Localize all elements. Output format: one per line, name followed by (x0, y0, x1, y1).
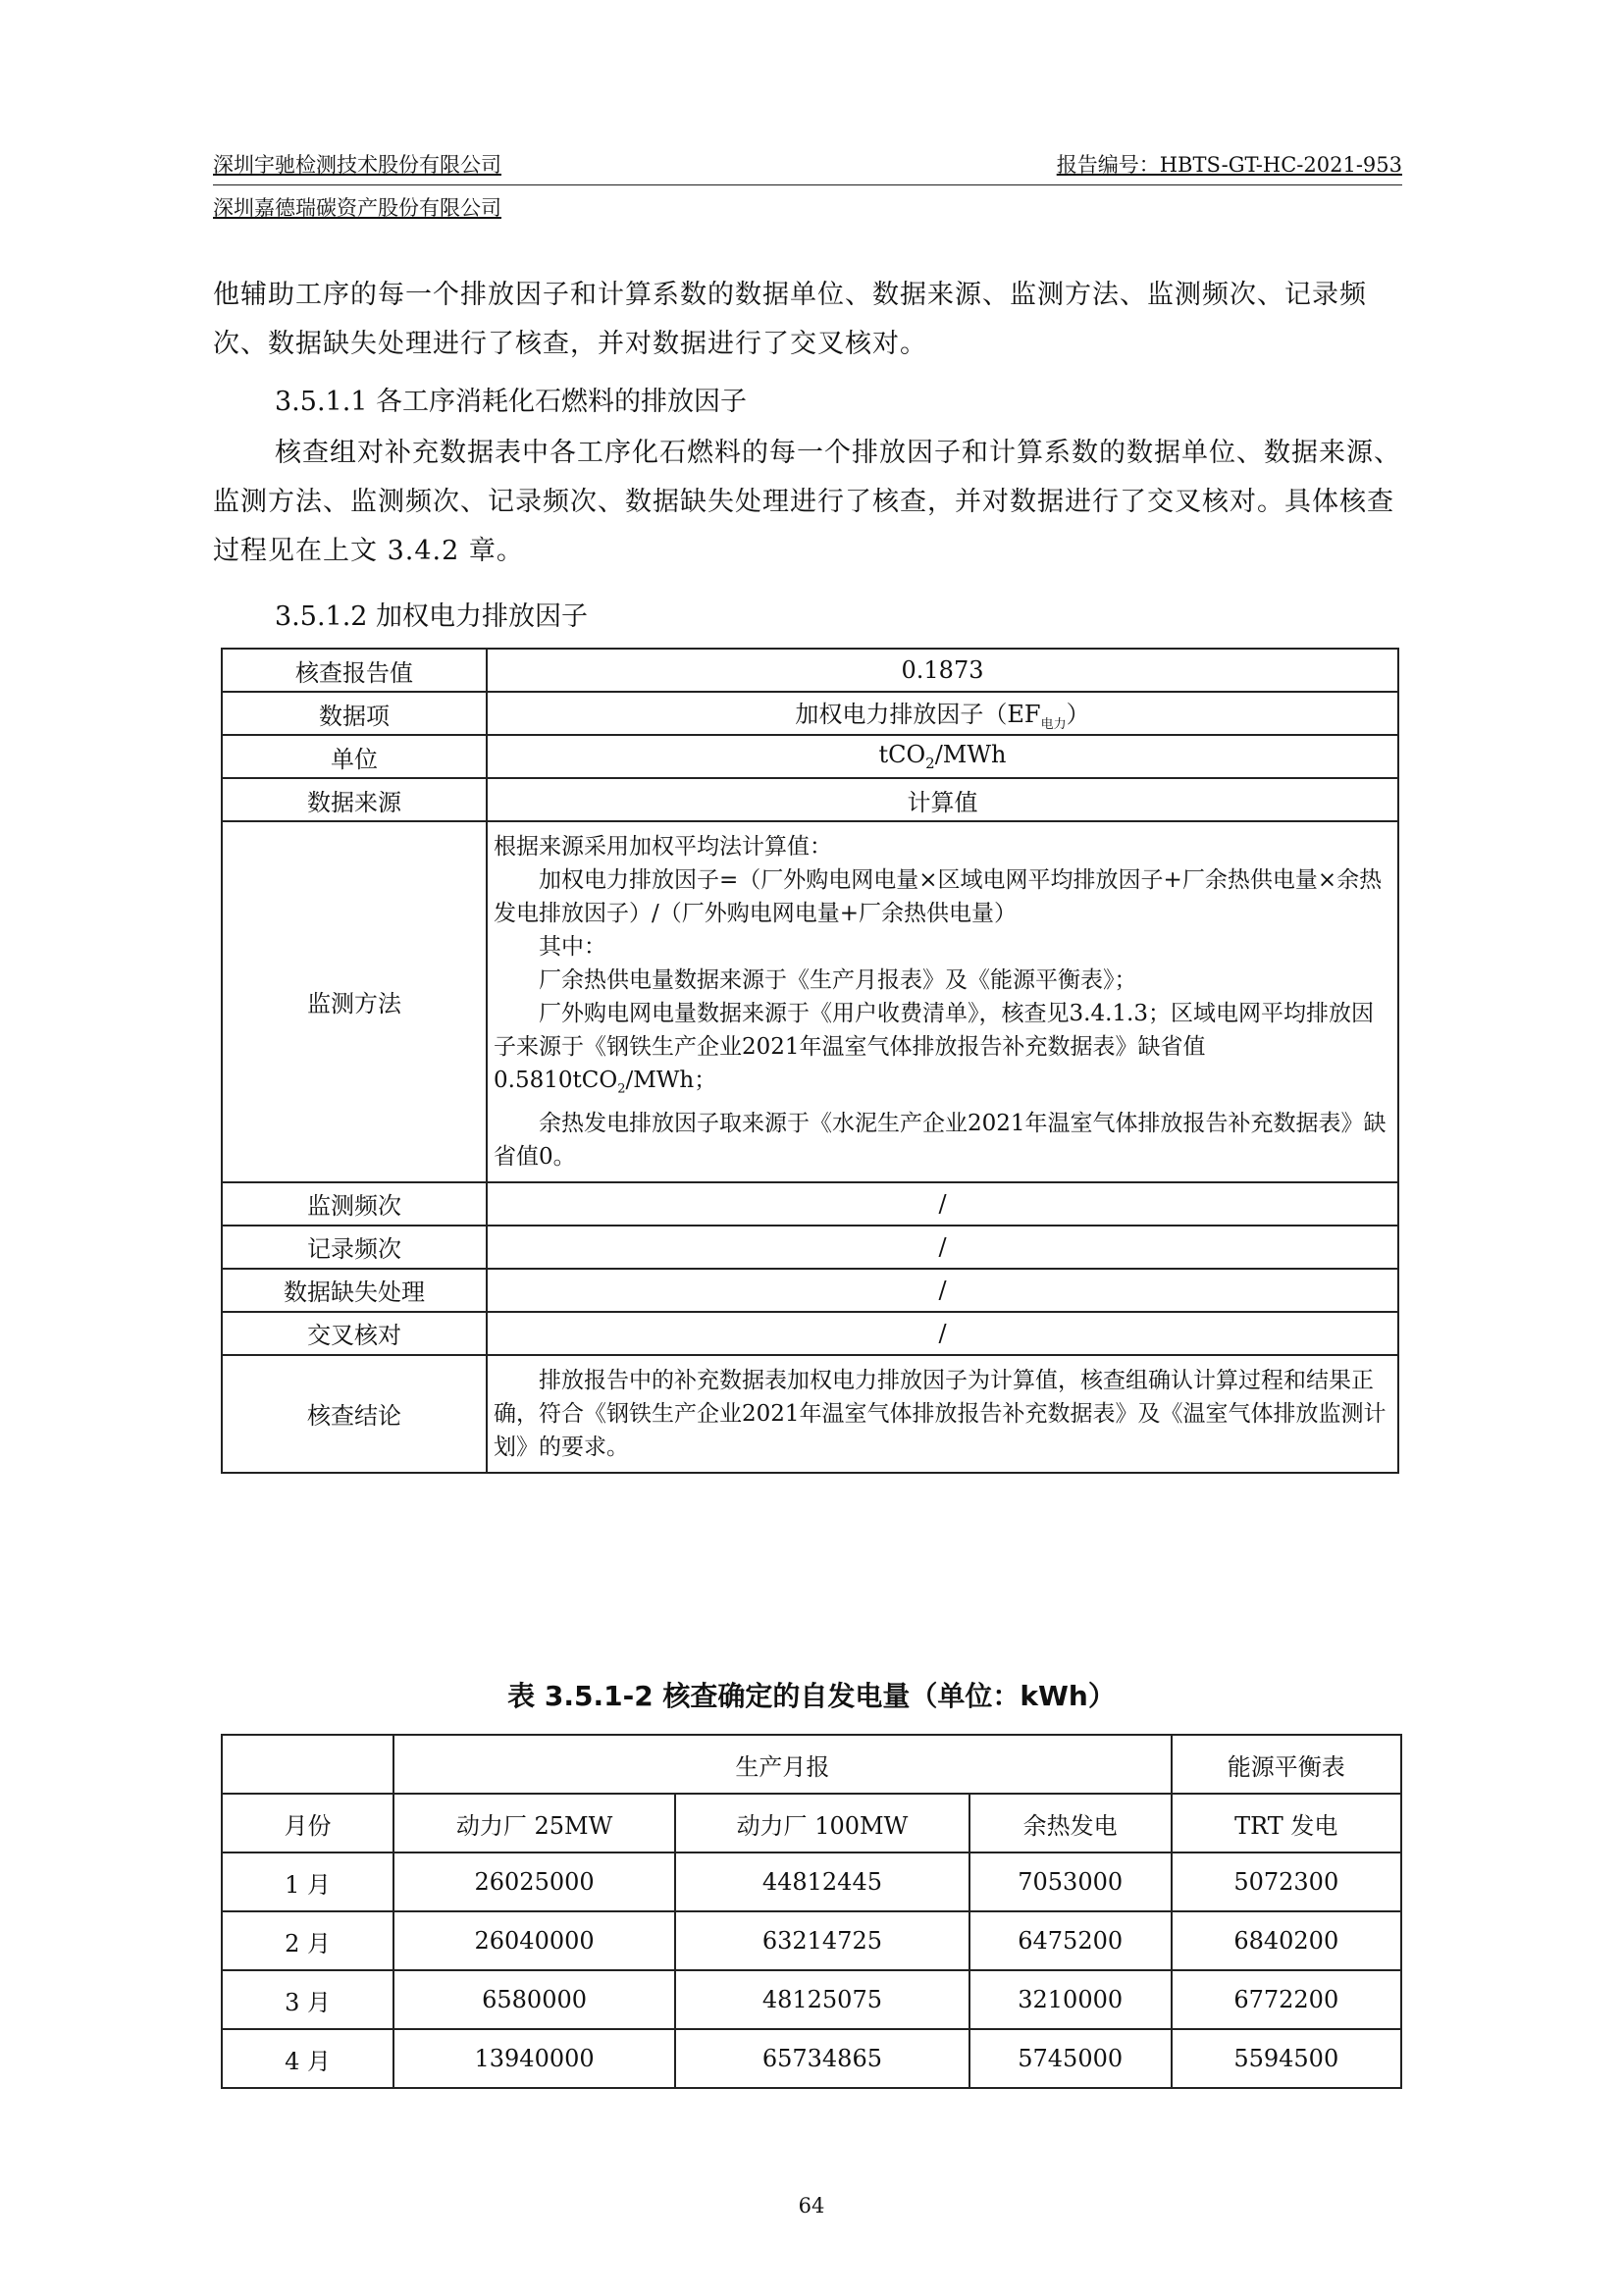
table-row (222, 821, 1398, 1182)
data-item-subscript: 电力 (1040, 716, 1067, 732)
table-row (222, 692, 1398, 735)
table-row (222, 1226, 1398, 1269)
row-value-data-item (487, 692, 1398, 735)
unit-text-a: tCO (878, 741, 926, 769)
table-header-row (222, 1794, 1401, 1852)
table-cell: 13940000 (393, 2029, 675, 2088)
row-value-unit (487, 735, 1398, 778)
row-label-cross-check: 交叉核对 (222, 1312, 487, 1355)
table-cell: 5745000 (969, 2029, 1172, 2088)
method-line: 加权电力排放因子=（厂外购电网电量×区域电网平均排放因子+厂余热供电量×余热发电排放因子）/（厂外购电网电量+厂余热供电量） (494, 867, 1383, 926)
table-row (222, 1312, 1398, 1355)
table-cell: 7053000 (969, 1852, 1172, 1911)
table-cell: 5072300 (1172, 1852, 1401, 1911)
table-cell: 63214725 (675, 1911, 969, 1970)
header-divider (213, 184, 1402, 185)
table-row (222, 1970, 1401, 2029)
method-subscript: 2 (617, 1081, 626, 1097)
unit-text-b: /MWh (934, 741, 1007, 769)
column-header: 月份 (222, 1794, 393, 1852)
table-cell: 6840200 (1172, 1911, 1401, 1970)
row-label-data-item: 数据项 (222, 692, 487, 735)
table-cell: 4 月 (222, 2029, 393, 2088)
method-line (494, 997, 1393, 1107)
table-cell: 1 月 (222, 1852, 393, 1911)
group-header-energy-balance: 能源平衡表 (1172, 1735, 1401, 1794)
header-company-2: 深圳嘉德瑞碳资产股份有限公司 (213, 196, 501, 220)
table-cell: 6580000 (393, 1970, 675, 2029)
table-cell: 65734865 (675, 2029, 969, 2088)
header-report-number: 报告编号：HBTS-GT-HC-2021-953 (1056, 153, 1402, 177)
table-row (222, 2029, 1401, 2088)
section-heading-3-5-1-2: 3.5.1.2 加权电力排放因子 (275, 601, 589, 632)
section-heading-3-5-1-1: 3.5.1.1 各工序消耗化石燃料的排放因子 (275, 387, 748, 417)
table-2-caption: 表 3.5.1-2 核查确定的自发电量（单位：kWh） (507, 1680, 1116, 1712)
table-row (222, 1269, 1398, 1312)
method-line: 根据来源采用加权平均法计算值： (494, 834, 832, 860)
row-value-recording-frequency: / (487, 1226, 1398, 1269)
row-label-missing-data: 数据缺失处理 (222, 1269, 487, 1312)
table-row (222, 1911, 1401, 1970)
table-cell: 44812445 (675, 1852, 969, 1911)
row-label-report-value: 核查报告值 (222, 649, 487, 692)
column-header: TRT 发电 (1172, 1794, 1401, 1852)
header-blank (222, 1735, 393, 1794)
row-label-monitoring-method: 监测方法 (222, 821, 487, 1182)
method-text: 厂外购电网电量数据来源于《用户收费清单》，核查见3.4.1.3；区域电网平均排放因子来源于《钢铁生产企业2021年温室气体排放报告补充数据表》缺省值0.5810tCO (494, 1001, 1374, 1093)
table-cell: 6772200 (1172, 1970, 1401, 2029)
page-number: 64 (798, 2194, 825, 2218)
table-row (222, 778, 1398, 821)
row-label-conclusion: 核查结论 (222, 1355, 487, 1473)
row-value-missing-data: / (487, 1269, 1398, 1312)
row-value-cross-check: / (487, 1312, 1398, 1355)
table-row (222, 1182, 1398, 1226)
row-value-monitoring-frequency: / (487, 1182, 1398, 1226)
table-cell: 3210000 (969, 1970, 1172, 2029)
method-line: 厂余热供电量数据来源于《生产月报表》及《能源平衡表》； (539, 967, 1137, 993)
row-value-report-value: 0.1873 (487, 649, 1398, 692)
table-cell: 26025000 (393, 1852, 675, 1911)
row-label-recording-frequency: 记录频次 (222, 1226, 487, 1269)
unit-subscript: 2 (925, 754, 935, 772)
group-header-monthly-report: 生产月报 (393, 1735, 1171, 1794)
body-paragraph-1: 他辅助工序的每一个排放因子和计算系数的数据单位、数据来源、监测方法、监测频次、记录频次、数据缺失处理进行了核查，并对数据进行了交叉核对。 (213, 280, 1367, 359)
row-value-monitoring-method (487, 821, 1398, 1182)
data-item-close: ） (1066, 701, 1090, 729)
table-row (222, 1355, 1398, 1473)
column-header: 动力厂 100MW (675, 1794, 969, 1852)
data-item-text: 加权电力排放因子（EF (795, 701, 1041, 729)
table-cell: 3 月 (222, 1970, 393, 2029)
table-row (222, 649, 1398, 692)
body-paragraph-2: 核查组对补充数据表中各工序化石燃料的每一个排放因子和计算系数的数据单位、数据来源、监测方法、监测频次、记录频次、数据缺失处理进行了核查，并对数据进行了交叉核对。具体核查过程见在上文 3.4.2 章。 (213, 438, 1401, 566)
row-label-unit: 单位 (222, 735, 487, 778)
method-line: 余热发电排放因子取来源于《水泥生产企业2021年温室气体排放报告补充数据表》缺省值0。 (494, 1110, 1387, 1170)
method-line: 其中： (539, 934, 606, 960)
self-generation-table (221, 1734, 1402, 2089)
column-header: 余热发电 (969, 1794, 1172, 1852)
row-value-conclusion (487, 1355, 1398, 1473)
row-label-data-source: 数据来源 (222, 778, 487, 821)
table-cell: 6475200 (969, 1911, 1172, 1970)
table-header-row (222, 1735, 1401, 1794)
method-text: /MWh； (625, 1068, 717, 1093)
row-label-monitoring-frequency: 监测频次 (222, 1182, 487, 1226)
emission-factor-table (221, 648, 1399, 1474)
table-cell: 5594500 (1172, 2029, 1401, 2088)
table-cell: 2 月 (222, 1911, 393, 1970)
table-cell: 26040000 (393, 1911, 675, 1970)
table-row (222, 735, 1398, 778)
column-header: 动力厂 25MW (393, 1794, 675, 1852)
header-company-1: 深圳宇驰检测技术股份有限公司 (213, 153, 501, 177)
conclusion-text: 排放报告中的补充数据表加权电力排放因子为计算值，核查组确认计算过程和结果正确，符合《钢铁生产企业2021年温室气体排放报告补充数据表》及《温室气体排放监测计划》的要求。 (494, 1367, 1387, 1460)
row-value-data-source: 计算值 (487, 778, 1398, 821)
table-row (222, 1852, 1401, 1911)
table-cell: 48125075 (675, 1970, 969, 2029)
